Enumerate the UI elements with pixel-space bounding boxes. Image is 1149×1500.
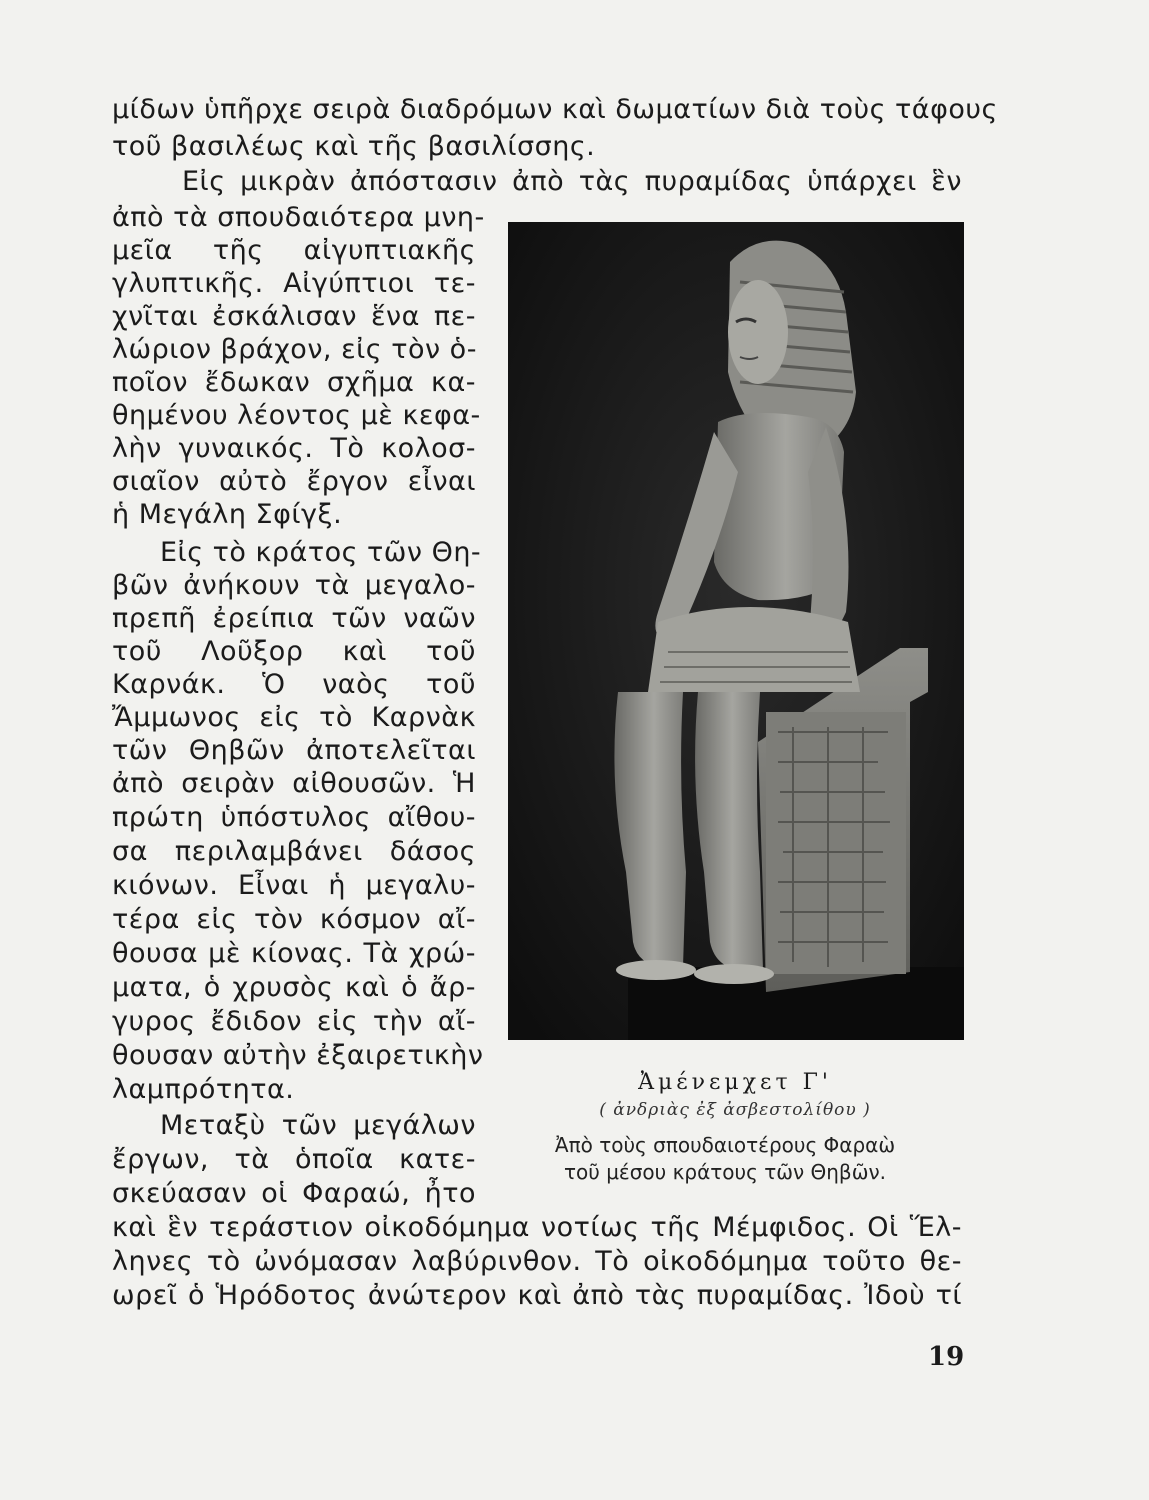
text-line: κιόνων. Εἶναι ἡ μεγαλυ- — [112, 870, 476, 901]
text-line: τοῦ βασιλέως καὶ τῆς βασιλίσσης. — [112, 131, 596, 162]
text-line: ληνες τὸ ὠνόμασαν λαβύρινθον. Τὸ οἰκοδόμημα τοῦτο θε- — [112, 1246, 962, 1277]
text-line: ἀπὸ τὰ σπουδαιότερα μνη- — [112, 202, 485, 233]
text-line: πρώτη ὑπόστυλος αἴθου- — [112, 802, 476, 833]
figure-caption-description: Ἀπὸ τοὺς σπουδαιοτέρους Φαραὼ — [554, 1133, 896, 1157]
text-line: Καρνάκ. Ὁ ναὸς τοῦ — [112, 669, 476, 700]
text-line: μίδων ὑπῆρχε σειρὰ διαδρόμων καὶ δωματίων διὰ τοὺς τάφους — [112, 94, 998, 125]
text-line: Εἰς μικρὰν ἀπόστασιν ἀπὸ τὰς πυραμίδας ὑπάρχει ἓν — [182, 166, 962, 197]
text-line: βῶν ἀνήκουν τὰ μεγαλο- — [112, 570, 476, 601]
text-line: γυρος ἔδιδον εἰς τὴν αἴ- — [112, 1006, 476, 1037]
page-number: 19 — [928, 1342, 965, 1372]
text-line: λὴν γυναικός. Τὸ κολοσ- — [112, 433, 476, 464]
text-line: Ἄμμωνος εἰς τὸ Καρνὰκ — [112, 702, 476, 733]
text-line: θουσαν αὐτὴν ἐξαιρετικὴν — [112, 1040, 484, 1071]
figure-caption-description: τοῦ μέσου κράτους τῶν Θηβῶν. — [564, 1160, 886, 1184]
text-line: ωρεῖ ὁ Ἡρόδοτος ἀνώτερον καὶ ἀπὸ τὰς πυραμίδας. Ἰδοὺ τί — [112, 1280, 962, 1311]
text-line: σκεύασαν οἱ Φαραώ, ἦτο — [112, 1178, 476, 1209]
figure-caption-title: Ἀμένεμχετ Γ' — [638, 1070, 832, 1095]
text-line: σα περιλαμβάνει δάσος — [112, 836, 476, 867]
text-line: θουσα μὲ κίονας. Τὰ χρώ- — [112, 938, 476, 969]
text-line: τέρα εἰς τὸν κόσμον αἴ- — [112, 904, 476, 935]
text-line: καὶ ἓν τεράστιον οἰκοδόμημα νοτίως τῆς Μέμφιδος. Οἱ Ἕλ- — [112, 1212, 962, 1243]
text-line: ποῖον ἔδωκαν σχῆμα κα- — [112, 367, 476, 398]
figure-caption-subtitle: ( ἀνδριὰς ἐξ ἀσβεστολίθου ) — [599, 1100, 871, 1120]
text-line: ἀπὸ σειρὰν αἰθουσῶν. Ἡ — [112, 768, 476, 799]
text-line: μεῖα τῆς αἰγυπτιακῆς — [112, 235, 476, 266]
text-line: Εἰς τὸ κράτος τῶν Θη- — [160, 537, 482, 568]
text-line: λαμπρότητα. — [112, 1074, 295, 1105]
text-line: σιαῖον αὐτὸ ἔργον εἶναι — [112, 466, 476, 497]
text-line: ἡ Μεγάλη Σφίγξ. — [112, 499, 343, 530]
text-line: ἔργων, τὰ ὁποῖα κατε- — [112, 1144, 476, 1175]
text-line: πρεπῆ ἐρείπια τῶν ναῶν — [112, 603, 476, 634]
text-line: θημένου λέοντος μὲ κεφα- — [112, 400, 481, 431]
statue-photo — [508, 222, 964, 1040]
text-line: τοῦ Λοῦξορ καὶ τοῦ — [112, 636, 476, 667]
text-line: λώριον βράχον, εἰς τὸν ὁ- — [112, 334, 477, 365]
text-line: γλυπτικῆς. Αἰγύπτιοι τε- — [112, 268, 476, 299]
text-line: ματα, ὁ χρυσὸς καὶ ὁ ἄρ- — [112, 972, 476, 1003]
text-line: χνῖται ἐσκάλισαν ἕνα πε- — [112, 301, 476, 332]
text-line: Μεταξὺ τῶν μεγάλων — [160, 1110, 476, 1141]
text-line: τῶν Θηβῶν ἀποτελεῖται — [112, 735, 476, 766]
